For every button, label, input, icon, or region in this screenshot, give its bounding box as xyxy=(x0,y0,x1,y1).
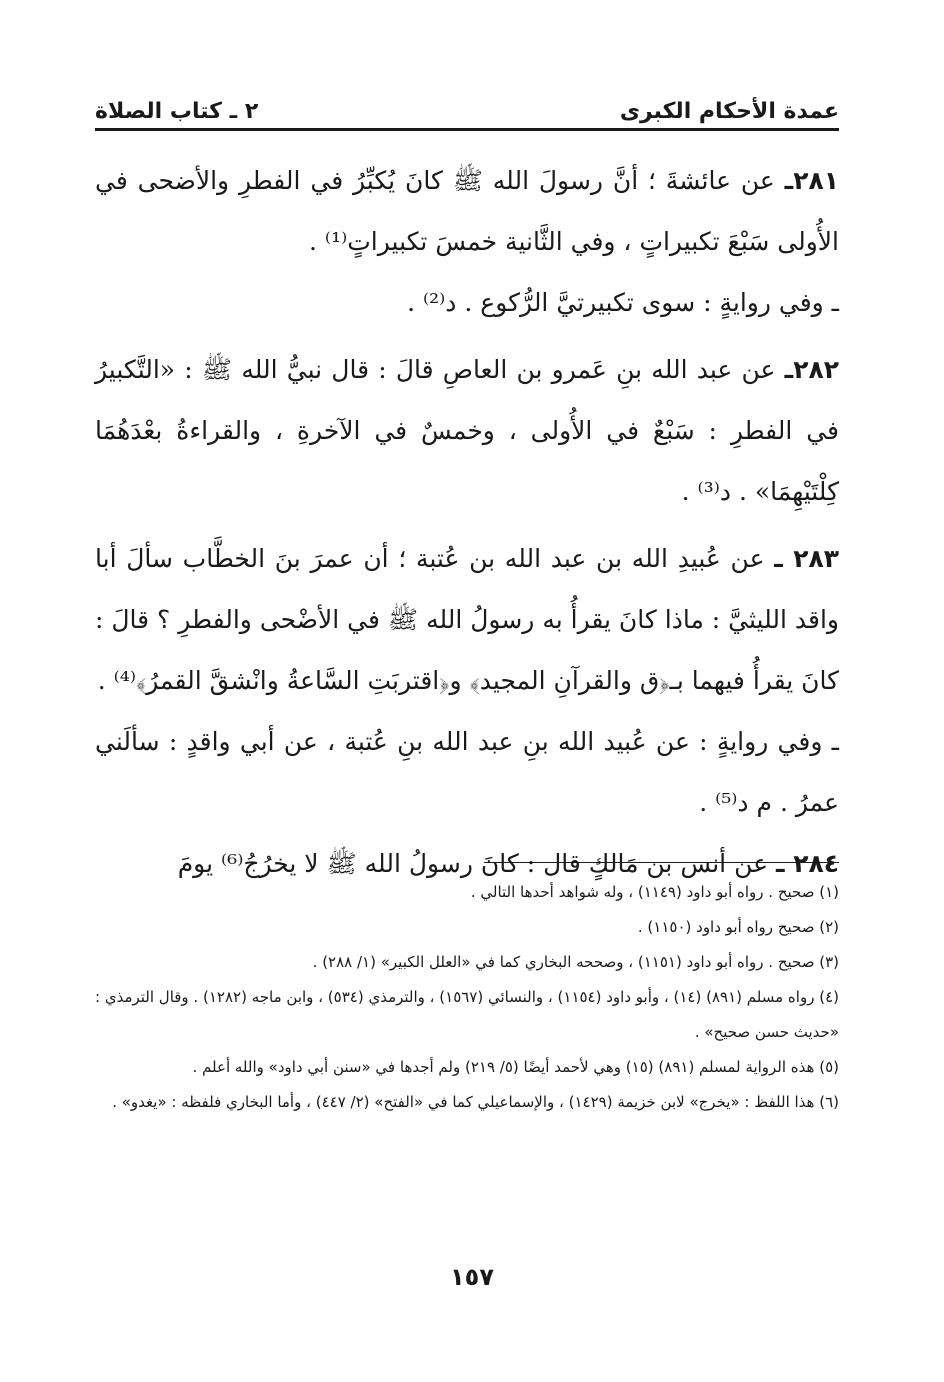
header-rule xyxy=(95,128,839,131)
hadith-283 xyxy=(95,528,839,711)
footnote-4: (٤) رواه مسلم (٨٩١) (١٤) ، وأبو داود (١١٥٤) ، والنسائي (١٥٦٧) ، والترمذي (٥٣٤) ، وابن ماجه (١٢٨٢) . وقال الترمذي : «حديث حسن صحيح» . xyxy=(95,988,839,1041)
book-title: عمدة الأحكام الكبرى xyxy=(619,99,839,124)
footnote-5: (٥) هذه الرواية لمسلم (٨٩١) (١٥) وهي لأحمد أيضًا (٥/ ٢١٩) ولم أجدها في «سنن أبي داود» والله أعلم . xyxy=(192,1058,839,1076)
hadith-number: ٢٨٤ ـ xyxy=(775,849,839,878)
hadith-283-variant xyxy=(95,711,839,833)
page-number: ١٥٧ xyxy=(450,1263,494,1291)
hadith-text: عن عُبيدِ الله بن عبد الله بن عُتبة ؛ أن عمرَ بنَ الخطَّاب سألَ أبا واقد الليثيَّ : ماذا كانَ يقرأُ به رسولُ الله ﷺ في الأضْحى والفطرِ ؟ قالَ : كانَ يقرأُ فيهما بـ﴿ق والقرآنِ المجيد﴾ و﴿اقتربَتِ السَّاعةُ وانْشقَّ القمرُ﴾⁽⁴⁾ . xyxy=(95,544,839,695)
main-text xyxy=(95,150,839,894)
hadith-282 xyxy=(95,339,839,522)
footnotes xyxy=(95,875,839,1120)
hadith-text: ـ وفي روايةٍ : عن عُبيد الله بنِ عبد الله بنِ عُتبة ، عن أبي واقدٍ : سألَني عمرُ . م د⁽⁵⁾ . xyxy=(95,727,839,817)
hadith-281-variant xyxy=(95,272,839,333)
hadith-number: ٢٨٢ـ xyxy=(784,355,839,384)
hadith-text: عن عبد الله بنِ عَمرو بن العاصِ قالَ : قال نبيُّ الله ﷺ : «التَّكبيرُ في الفطرِ : سَبْعٌ في الأُولى ، وخمسٌ في الآخرةِ ، والقراءةُ بعْدَهُمَا كِلْتَيْهِمَا» . د⁽³⁾ . xyxy=(95,355,839,506)
running-header xyxy=(95,84,839,124)
footnote-1: (١) صحيح . رواه أبو داود (١١٤٩) ، وله شواهد أحدها التالي . xyxy=(470,883,839,901)
footnote-2: (٢) صحيح رواه أبو داود (١١٥٠) . xyxy=(637,918,839,936)
hadith-number: ٢٨١ـ xyxy=(784,166,839,195)
hadith-number: ٢٨٣ ـ xyxy=(774,544,839,573)
hadith-text: ـ وفي روايةٍ : سوى تكبيرتيَّ الرُّكوع . د⁽²⁾ . xyxy=(407,288,839,317)
hadith-281 xyxy=(95,150,839,272)
footnote-6: (٦) هذا اللفظ : «يخرج» لابن خزيمة (١٤٢٩) ، والإسماعيلي كما في «الفتح» (٢/ ٤٤٧) ، وأما البخاري فلفظه : «يغدو» . xyxy=(112,1093,839,1111)
hadith-text: عن أنس بن مَالكٍ قال : كانَ رسولُ الله ﷺ لا يخرُجُ⁽⁶⁾ يومَ xyxy=(177,849,776,878)
footnote-3: (٣) صحيح . رواه أبو داود (١١٥١) ، وصححه البخاري كما في «العلل الكبير» (١/ ٢٨٨) . xyxy=(312,953,839,971)
hadith-text: عن عائشةَ ؛ أنَّ رسولَ الله ﷺ كانَ يُكبِّرُ في الفطرِ والأضحى في الأُولى سَبْعَ تكبيراتٍ ، وفي الثَّانية خمسَ تكبيراتٍ⁽¹⁾ . xyxy=(95,166,839,256)
section-title: ٢ ـ كتاب الصلاة xyxy=(95,99,259,124)
footnote-rule xyxy=(484,862,839,863)
